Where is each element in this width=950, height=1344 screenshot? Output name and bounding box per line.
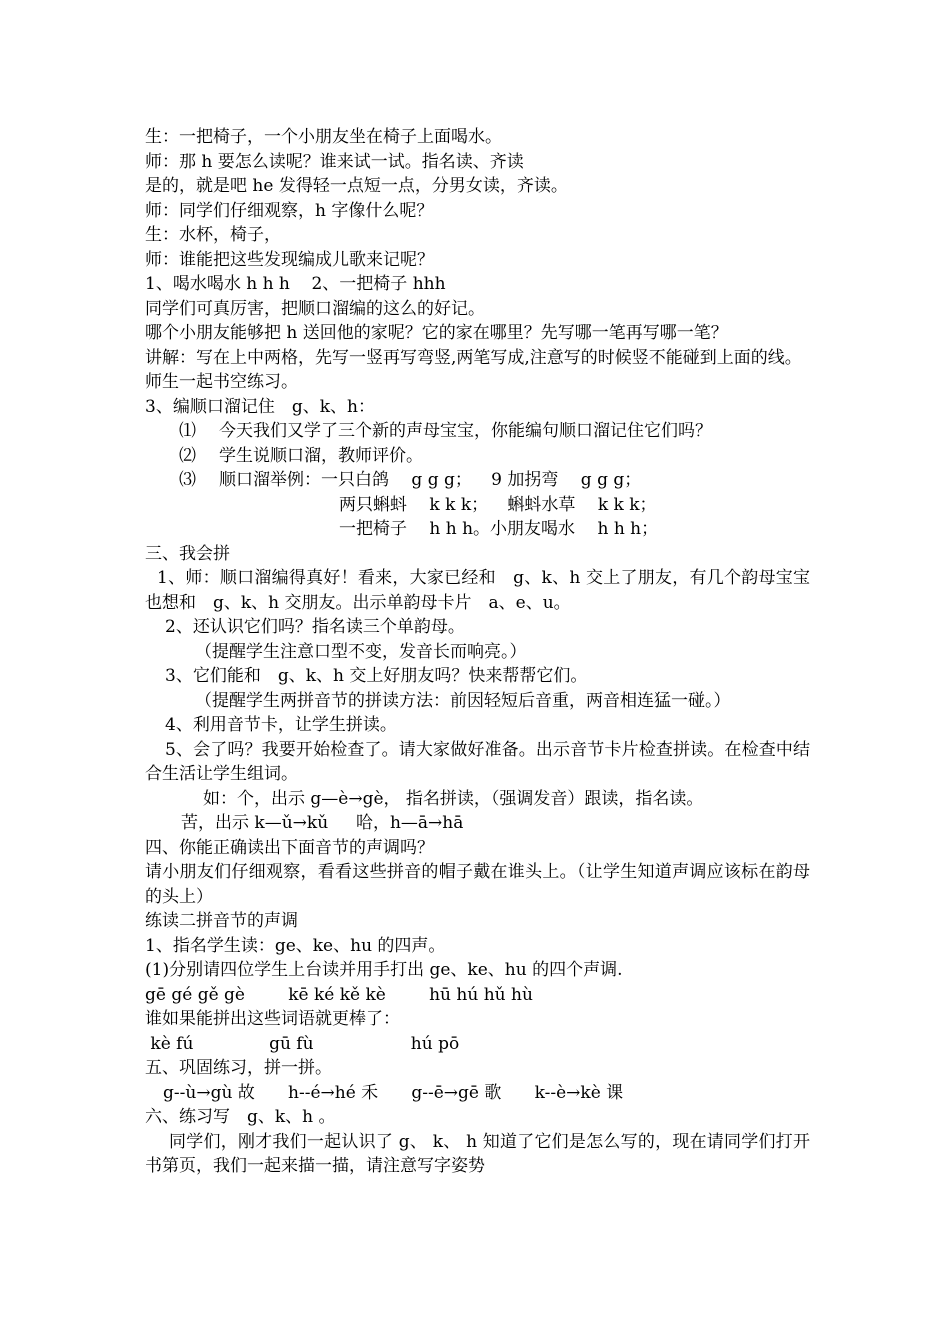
pinyin-practice-line: g--ù→gù 故 h--é→hé 禾 g--ē→gē 歌 k--è→kè 课 xyxy=(163,1082,624,1103)
text-line: 如：个，出示 g—è→gè， 指名拼读，（强调发音）跟读，指名读。 xyxy=(203,788,704,809)
text-line: 2、还认识它们吗？指名读三个单韵母。 xyxy=(165,617,465,637)
section-heading: 五、巩固练习，拼一拼。 xyxy=(145,1058,332,1078)
text-line: 师：同学们仔细观察，h 字像什么呢？ xyxy=(145,200,434,221)
item-text: 学生说顺口溜，教师评价。 xyxy=(219,445,423,466)
pinyin-words-line: kè fú gū fù hú pō xyxy=(145,1033,460,1054)
text-paragraph: 5、会了吗？我要开始检查了。请大家做好准备。出示音节卡片检查拼读。在检查中结合生活让学生组词。 xyxy=(145,739,810,784)
item-number: ⑴ xyxy=(179,421,196,441)
text-line: 4、利用音节卡，让学生拼读。 xyxy=(165,715,397,735)
text-line: 生：水杯，椅子， xyxy=(145,225,281,245)
text-line: 哪个小朋友能够把 h 送回他的家呢？它的家在哪里？先写哪一笔再写哪一笔？ xyxy=(145,323,728,343)
item-text: 今天我们又学了三个新的声母宝宝，你能编句顺口溜记住它们吗？ xyxy=(219,421,712,441)
text-line: 师：那 h 要怎么读呢？谁来试一试。指名读、齐读 xyxy=(145,151,524,172)
text-line: 1、指名学生读：ge、ke、hu 的四声。 xyxy=(145,935,446,956)
lesson-plan-text xyxy=(145,125,810,1179)
text-paragraph: 同学们，刚才我们一起认识了 g、 k、 h 知道了它们是怎么写的，现在请同学们打开书第页，我们一起来描一描，请注意写字姿势 xyxy=(145,1131,810,1176)
text-line: 生：一把椅子，一个小朋友坐在椅子上面喝水。 xyxy=(145,127,502,147)
rhyme-continuation: 两只蝌蚪 k k k； 蝌蚪水草 k k k； xyxy=(339,494,657,515)
text-line: 3、它们能和 g、k、h 交上好朋友吗？快来帮帮它们。 xyxy=(165,666,588,686)
text-line: 师生一起书空练习。 xyxy=(145,372,298,392)
text-line: 谁如果能拼出这些词语就更棒了： xyxy=(145,1009,400,1029)
text-line: 苦，出示 k—ǔ→kǔ 哈，h—ā→hā xyxy=(181,813,464,833)
section-heading: 三、我会拼 xyxy=(145,543,230,564)
section-heading: 四、你能正确读出下面音节的声调吗？ xyxy=(145,837,434,858)
text-paragraph: 讲解：写在上中两格，先写一竖再写弯竖,两笔写成,注意写的时候竖不能碰到上面的线。 xyxy=(145,347,802,368)
item-text: 顺口溜举例：一只白鸽 g g g； 9 加拐弯 g g g； xyxy=(219,470,642,490)
text-paragraph: 请小朋友们仔细观察，看看这些拼音的帽子戴在谁头上。（让学生知道声调应该标在韵母的头上） xyxy=(145,862,810,907)
item-number: ⑶ xyxy=(179,470,196,490)
numbered-item xyxy=(145,468,810,493)
section-heading: 六、练习写 g、k、h 。 xyxy=(145,1107,336,1127)
text-line: 1、喝水喝水 h h h 2、一把椅子 hhh xyxy=(145,274,446,294)
section-heading: 3、编顺口溜记住 g、k、h： xyxy=(145,396,375,417)
item-number: ⑵ xyxy=(179,445,196,466)
text-line: （提醒学生两拼音节的拼读方法：前因轻短后音重，两音相连猛一碰。） xyxy=(195,690,731,711)
text-line: 是的，就是吧 he 发得轻一点短一点，分男女读，齐读。 xyxy=(145,176,568,196)
text-line: (1)分别请四位学生上台读并用手打出 ge、ke、hu 的四个声调. xyxy=(145,960,623,980)
text-paragraph: 1、师：顺口溜编得真好！看来，大家已经和 g、k、h 交上了朋友，有几个韵母宝宝也想和 g、k、h 交朋友。出示单韵母卡片 a、e、u。 xyxy=(145,568,810,613)
numbered-item xyxy=(145,444,810,469)
numbered-item xyxy=(145,419,810,444)
text-line: 师：谁能把这些发现编成儿歌来记呢？ xyxy=(145,249,434,270)
rhyme-continuation: 一把椅子 h h h。小朋友喝水 h h h； xyxy=(339,519,659,539)
pinyin-tones-line: gē gé gě gè kē ké kě kè hū hú hǔ hù xyxy=(145,984,533,1005)
text-line: 同学们可真厉害，把顺口溜编的这么的好记。 xyxy=(145,298,485,319)
text-line: （提醒学生注意口型不变，发音长而响亮。） xyxy=(195,641,527,662)
text-line: 练读二拼音节的声调 xyxy=(145,911,298,931)
